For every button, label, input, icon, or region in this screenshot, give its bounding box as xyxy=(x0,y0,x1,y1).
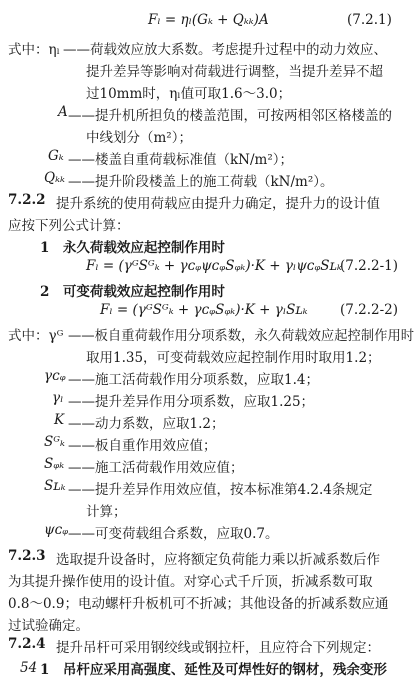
where-desc-eta-3: 过10mm时，ηₗ值可取1.6～3.0； xyxy=(86,86,292,102)
where-desc-gammaG-1: ——板自重荷载作用分项系数，永久荷载效应起控制作用时 xyxy=(68,328,415,344)
section-text-7-2-3-1: 选取提升设备时，应将额定负荷能力乘以折减系数后作 xyxy=(56,552,380,568)
where-symbol-gammaG: 式中：γᴳ xyxy=(8,328,64,344)
where-desc-A-1: ——提升机所担负的楼盖范围，可按两相邻区格楼盖的 xyxy=(68,108,392,124)
where-symbol-SLk: Sʟₖ xyxy=(44,478,66,494)
section-number-7-2-4: 7.2.4 xyxy=(8,636,46,652)
formula-number-7-2-1: (7.2.1) xyxy=(347,12,392,28)
where-desc-gammaG-2: 取用1.35，可变荷载效应起控制作用时取用1.2； xyxy=(86,350,381,366)
formula-7-2-1: Fₗ = ηₗ(Gₖ + Qₖₖ)A xyxy=(148,12,269,28)
where-desc-eta-1: ——荷载效应放大系数。考虑提升过程中的动力效应、 xyxy=(63,42,387,58)
where-desc-SGk: ——板自重作用效应值； xyxy=(68,438,217,454)
formula-7-2-2-2: Fₗ = (γᴳSᴳₖ + γᴄᵩSᵩₖ)·K + γₗSʟₖ xyxy=(100,302,308,318)
where-desc-K: ——动力系数，应取1.2； xyxy=(68,416,225,432)
where-desc-A-2: 中线划分（m²）； xyxy=(86,130,192,146)
where-symbol-eta: 式中：ηₗ xyxy=(8,42,60,58)
section-text-7-2-2-1: 提升系统的使用荷载应由提升力确定，提升力的设计值 xyxy=(56,196,380,212)
section-text-7-2-3-4: 过试验确定。 xyxy=(8,618,89,634)
formula-number-7-2-2-1: (7.2.2-1) xyxy=(340,258,399,274)
formula-7-2-2-1: Fₗ = (γᴳSᴳₖ + γᴄᵩψᴄᵩSᵩₖ)·K + γₗψᴄᵩSʟₖ xyxy=(86,258,342,274)
where-desc-Gk: ——楼盖自重荷载标准值（kN/m²）； xyxy=(68,152,294,168)
section-text-7-2-3-3: 0.8～0.9；电动螺杆升板机可不折减；其他设备的折减系数应通 xyxy=(8,596,389,612)
section-number-7-2-3: 7.2.3 xyxy=(8,548,46,564)
section-text-7-2-3-2: 为其提升操作使用的设计值。对穿心式千斤顶，折减系数可取 xyxy=(8,574,373,590)
where-desc-gammaCQ: ——施工活荷载作用分项系数，应取1.4； xyxy=(68,372,319,388)
where-symbol-psiCQ: ψᴄᵩ xyxy=(44,522,69,538)
where-desc-psiCQ: ——可变荷载组合系数，应取0.7。 xyxy=(68,526,279,542)
where-symbol-K: K xyxy=(54,412,65,428)
where-desc-Qck: ——提升阶段楼盖上的施工荷载（kN/m²）。 xyxy=(68,174,334,190)
where-desc-SLk-2: 计算； xyxy=(86,504,127,520)
where-desc-SLk-1: ——提升差异作用效应值，按本标准第4.2.4条规定 xyxy=(68,482,373,498)
where-desc-gammal: ——提升差异作用分项系数，应取1.25； xyxy=(68,394,315,410)
section-text-7-2-4: 提升吊杆可采用钢绞线或钢拉杆，且应符合下列规定： xyxy=(56,640,380,656)
section-text-7-2-2-2: 应按下列公式计算： xyxy=(8,218,130,234)
where-symbol-Qck: Qₖₖ xyxy=(44,170,65,186)
formula-number-7-2-2-2: (7.2.2-2) xyxy=(340,302,399,318)
where-symbol-Gk: Gₖ xyxy=(48,148,64,164)
where-symbol-gammal: γₗ xyxy=(52,390,64,406)
where-desc-SQk: ——施工活荷载作用效应值； xyxy=(68,460,244,476)
where-symbol-SGk: Sᴳₖ xyxy=(44,434,65,450)
section-number-7-2-2: 7.2.2 xyxy=(8,192,46,208)
where-symbol-SQk: Sᵩₖ xyxy=(44,456,65,472)
where-symbol-A: A xyxy=(58,104,68,120)
page-number: 54 xyxy=(20,660,38,676)
item-2-variable-load: 2 可变荷载效应起控制作用时 xyxy=(40,284,225,300)
item-1-permanent-load: 1 永久荷载效应起控制作用时 xyxy=(40,240,225,256)
where-symbol-gammaCQ: γᴄᵩ xyxy=(44,368,66,384)
item-1-hanger-material: 1 吊杆应采用高强度、延性及可焊性好的钢材，残余变形 xyxy=(40,662,387,678)
where-desc-eta-2: 提升差异等影响对荷载进行调整，当提升差异不超 xyxy=(86,64,383,80)
